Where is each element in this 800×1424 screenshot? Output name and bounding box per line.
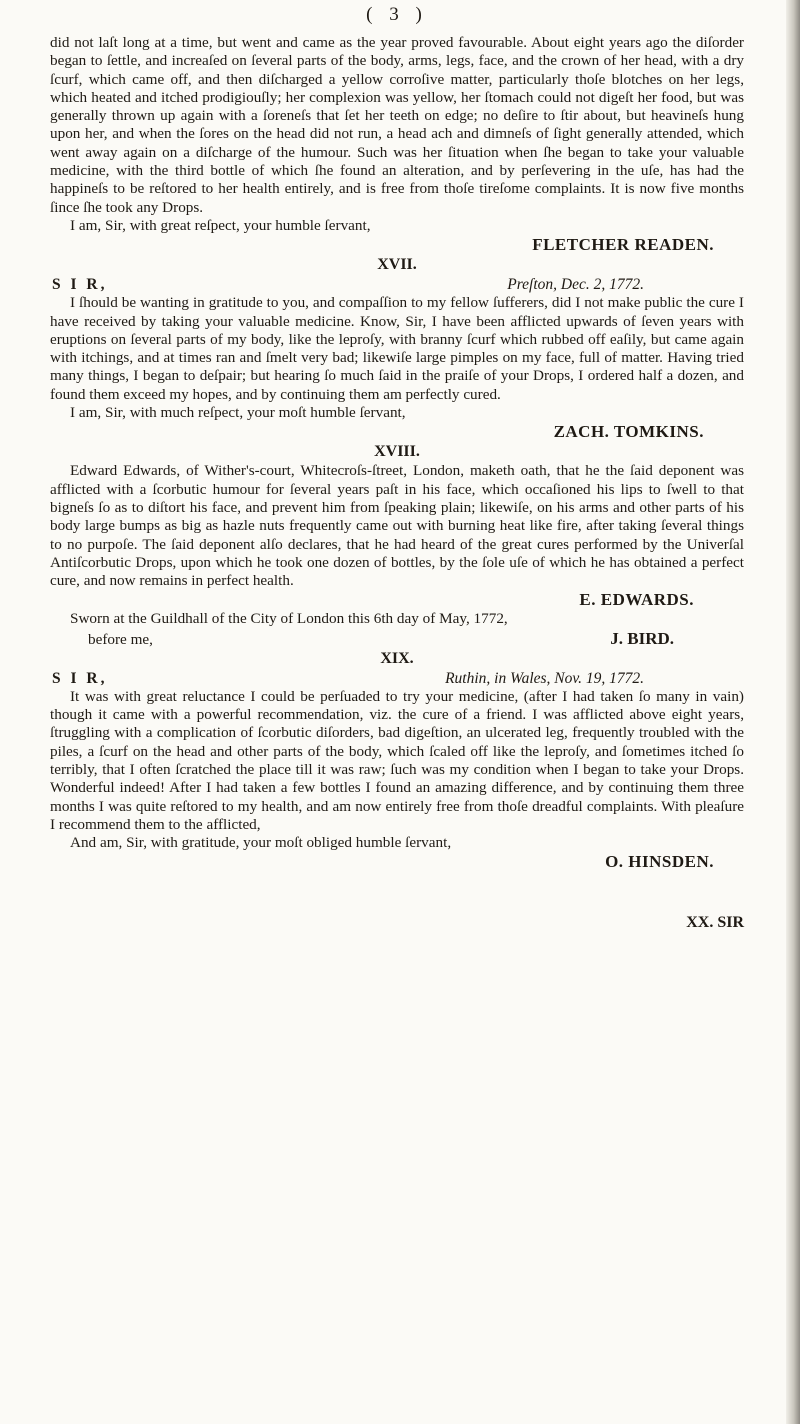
letter-18-signature: E. EDWARDS. xyxy=(579,590,694,610)
letter-17-closing: I am, Sir, with much reſpect, your moſt humble ſervant, xyxy=(70,404,406,422)
letter-17-number: XVII. xyxy=(377,256,417,274)
letter-19-dateline xyxy=(50,669,744,688)
letter-19-place-date: Ruthin, in Wales, Nov. 19, 1772. xyxy=(445,669,644,687)
letter-18-sworn: Sworn at the Guildhall of the City of London this 6th day of May, 1772, xyxy=(70,610,508,628)
letter-17-dateline xyxy=(50,275,744,294)
letter-19-salutation: S I R, xyxy=(52,669,108,687)
letter-19-closing: And am, Sir, with gratitude, your moſt obliged humble ſervant, xyxy=(70,834,452,852)
letter-19-body: It was with great reluctance I could be perſuaded to try your medicine, (after I had taken ſo many in vain) though it came with a powerful recommendation, viz. the cure of a friend. I was afflicted above eight years, ſtruggling with a complication of ſcorbutic diſorders, bad digeſtion, an ulcerated leg, frequently troubled with the piles, a ſcurf on the head and other parts of the body, which ſcaled off like the leproſy, and ſometimes itched ſo terribly, that I often ſcratched the place till it was raw; ſuch was my condition when I began to take your Drops. Wonderful indeed! After I had taken a few bottles I found an amazing difference, and by continuing them three months I was quite reſtored to my health, and am now entirely free from thoſe dreadful complaints. With pleaſure I recommend them to the afflicted, xyxy=(50,687,744,833)
letter-16-signature: FLETCHER READEN. xyxy=(532,235,714,255)
letter-16-closing: I am, Sir, with great reſpect, your humble ſervant, xyxy=(70,216,371,234)
letter-17-place-date: Preſton, Dec. 2, 1772. xyxy=(507,276,644,294)
catchword: XX. SIR xyxy=(686,914,744,932)
page-edge-shadow xyxy=(786,0,800,1424)
letter-17-signature: ZACH. TOMKINS. xyxy=(553,422,704,442)
letter-17-body: I ſhould be wanting in gratitude to you, and compaſſion to my fellow ſufferers, did I not make public the cure I have received by taking your valuable medicine. Know, Sir, I have been afflicted upwards of ſeven years with eruptions on ſeveral parts of my body, like the leproſy, with branny ſcurf which rubbed off eaſily, but came again with itchings, and at times ran and ſmelt very bad; likewiſe large pimples on my face, full of matter. Having tried many things, I began to deſpair; but hearing ſo much ſaid in the praiſe of your Drops, I ordered half a dozen, and found them exceed my hopes, and by continuing them am perfectly cured. xyxy=(50,294,744,403)
letter-18-number: XVIII. xyxy=(374,443,420,461)
letter-18-witness: J. BIRD. xyxy=(610,628,674,648)
letter-16-body: did not laſt long at a time, but went and came as the year proved favourable. About eight years ago the diſorder began to ſettle, and increaſed on ſeveral parts of the body, arms, legs, face, and the crown of her head, with a dry ſcurf, which came off, and then diſcharged a yellow corroſive matter, particularly thoſe blotches on her legs, which heated and itched prodigiouſly; her complexion was yellow, her ſtomach could not digeſt her food, but was generally thrown up again with a ſoreneſs that ſet her teeth on edge; no deſire to ſtir about, but heavineſs hung upon her, and when the ſores on the head did not run, a head ach and dimneſs of ſight generally attended, which went away again on a diſcharge of the humour. Such was her ſituation when ſhe began to take your valuable medicine, with the third bottle of which ſhe found an alteration, and by perſevering in the uſe, has had the happineſs to be reſtored to her health entirely, and is free from thoſe tireſome complaints. It is now five months ſince ſhe took any Drops. xyxy=(50,34,744,216)
letter-17-salutation: S I R, xyxy=(52,276,108,294)
letter-18-witness-line xyxy=(50,629,744,649)
letter-18-before: before me, xyxy=(88,630,153,648)
page-number: ( 3 ) xyxy=(366,4,428,25)
letter-18-body: Edward Edwards, of Wither's-court, Whitecroſs-ſtreet, London, maketh oath, that he the ſaid deponent was afflicted with a ſcorbutic humour for ſeveral years paſt in his face, which occaſioned his lips to ſwell to that bigneſs ſo as to diſtort his face, and prevent him from ſpeaking plain; likewiſe, on his arms and other parts of his body large bumps as big as hazle nuts frequently came out with burning heat like fire, after taking ſeveral things to no purpoſe. The ſaid deponent alſo declares, that he had heard of the great cures performed by the Univerſal Antiſcorbutic Drops, upon which he took one dozen of bottles, by the ſole uſe of which he has obtained a perfect cure, and now remains in perfect health. xyxy=(50,462,744,590)
letter-19-signature: O. HINSDEN. xyxy=(605,852,714,872)
letter-19-number: XIX. xyxy=(380,649,414,667)
